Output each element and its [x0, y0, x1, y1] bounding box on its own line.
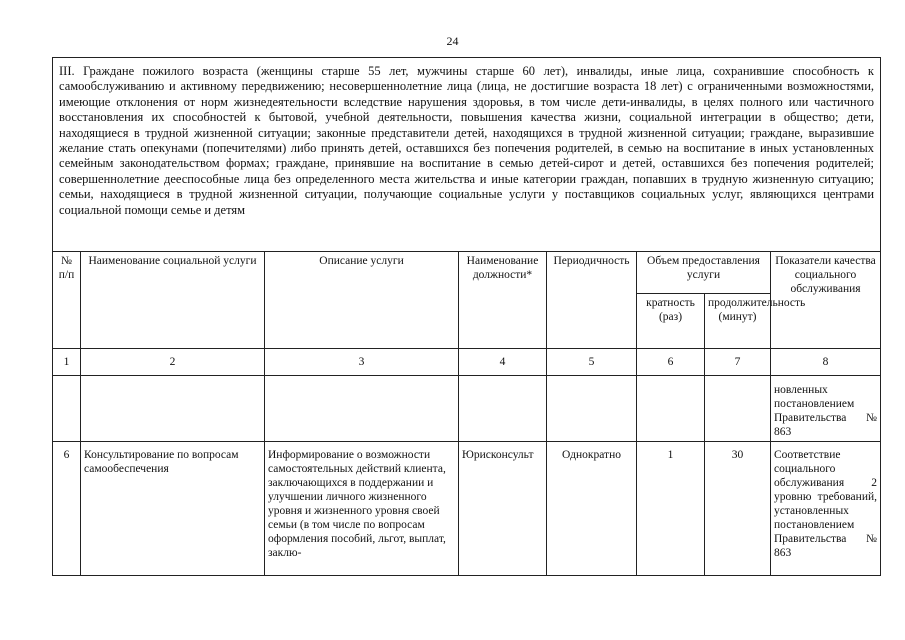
service-description: Информирование о возможности самостоятельных действий клиента, заключающихся в поддержании и улучшении личного жизненного уровня и жизненного уровня своей семьи (в том числе по вопросам оформления пособий, льгот, выплат, заклю- [265, 442, 459, 576]
column-index: 3 [265, 349, 459, 376]
header-volume: Объем предоставления услуги [637, 252, 771, 294]
continuation-row [53, 376, 881, 442]
column-index: 6 [637, 349, 705, 376]
column-index: 4 [459, 349, 547, 376]
periodicity: Однократно [547, 442, 637, 576]
position-name: Юрисконсульт [459, 442, 547, 576]
page-number: 24 [446, 34, 459, 48]
services-table [52, 57, 881, 576]
header-position: Наименование должности* [459, 252, 547, 349]
column-index: 5 [547, 349, 637, 376]
table-row [53, 442, 881, 576]
header-frequency: кратность (раз) [637, 294, 705, 349]
header-description: Описание услуги [265, 252, 459, 349]
frequency: 1 [637, 442, 705, 576]
continuation-quality: новленных постановлением Правительства № 863 [771, 376, 881, 442]
column-index: 1 [53, 349, 81, 376]
section-intro: III. Граждане пожилого возраста (женщины старше 55 лет, мужчины старше 60 лет), инвалиды, иные лица, сохранившие способность к самообслуживанию и активному передвижению; несовершеннолетние лица (лица, не достигшие возраста 18 лет) с ограниченными возможностями, имеющие отклонения от норм жизнедеятельности вследствие нарушения здоровья, в том числе дети-инвалиды, в целях полного или частичного восстановления их способностей к бытовой, учебной деятельности, повышения качества жизни, социальной интеграции в общество; дети, находящиеся в трудной жизненной ситуации; законные представители детей, находящихся в трудной жизненной ситуации; граждане, выразившие желание стать опекунами (попечителями) либо принять детей, оставшихся без попечения родителей, в семью на воспитание в иных установленных семейным законодательством формах; граждане, принявшие на воспитание в семью детей-сирот и детей, оставшихся без попечения родителей; совершеннолетние дееспособные лица без определенного места жительства и иные категории граждан, попавших в трудную жизненную ситуацию; семьи, находящиеся в трудной жизненной ситуации, получающие социальные услуги у поставщиков социальных услуг, являющихся центрами социальной помощи семье и детям [53, 58, 881, 252]
column-index: 8 [771, 349, 881, 376]
column-index: 2 [81, 349, 265, 376]
column-index-row [53, 349, 881, 376]
column-index: 7 [705, 349, 771, 376]
service-name: Консультирование по вопросам самообеспечения [81, 442, 265, 576]
header-row [53, 252, 881, 294]
header-duration: продолжительность (минут) [705, 294, 771, 349]
header-num: № п/п [53, 252, 81, 349]
header-periodicity: Периодичность [547, 252, 637, 349]
quality-indicator: Соответствие социального обслуживания 2 уровню требований, установленных постановлением Правительства № 863 [771, 442, 881, 576]
header-service-name: Наименование социальной услуги [81, 252, 265, 349]
row-number: 6 [53, 442, 81, 576]
header-quality: Показатели качества социального обслуживания [771, 252, 881, 349]
duration: 30 [705, 442, 771, 576]
